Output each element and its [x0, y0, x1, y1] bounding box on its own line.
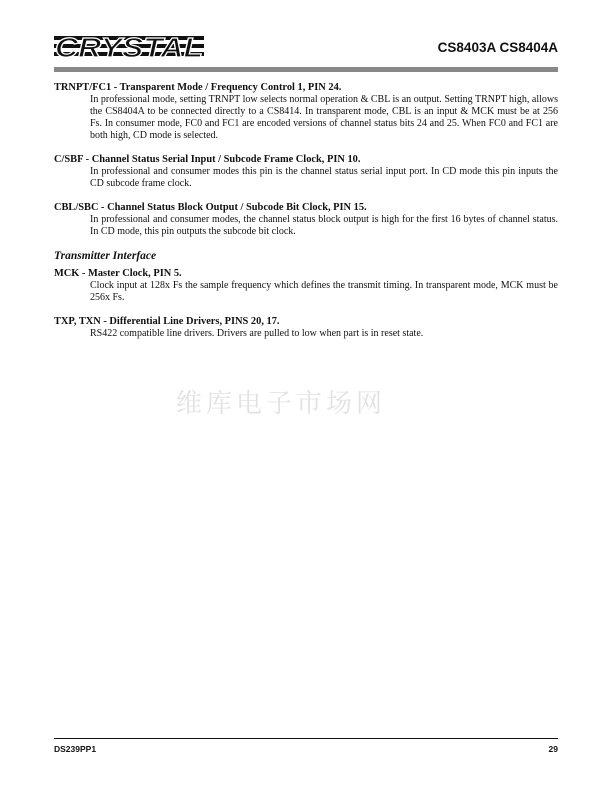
section-title: CBL/SBC - Channel Status Block Output / Subcode Bit Clock, PIN 15.	[54, 202, 367, 213]
section-title: TRNPT/FC1 - Transparent Mode / Frequency Control 1, PIN 24.	[54, 82, 342, 93]
section-mck	[54, 268, 558, 304]
section-body: In professional mode, setting TRNPT low selects normal operation & CBL is an output. Setting TRNPT high, allows the CS8404A to be connected directly to a CS8414. In transparent mode, CBL is an input & MCK must be at 256 Fs. In consumer mode, FC0 and FC1 are encoded versions of channel status bits 24 and 25. When FC0 and FC1 are both high, CD mode is selected.	[90, 94, 558, 141]
section-title: MCK - Master Clock, PIN 5.	[54, 268, 182, 279]
footer-rule	[54, 738, 558, 739]
section-body: RS422 compatible line drivers. Drivers are pulled to low when part is in reset state.	[90, 328, 424, 339]
section-body: In professional and consumer modes, the channel status block output is high for the first 16 bytes of channel status. In CD mode, this pin outputs the subcode bit clock.	[90, 214, 558, 237]
doc-id: DS239PP1	[54, 744, 97, 754]
logo-text: CRYSTAL	[55, 33, 203, 63]
section-body: Clock input at 128x Fs the sample frequency which defines the transmit timing. In transparent mode, MCK must be 256x Fs.	[90, 280, 558, 303]
section-body: In professional and consumer modes this pin is the channel status serial input port. In CD mode this pin inputs the CD subcode frame clock.	[90, 166, 558, 189]
section-txp-txn	[54, 316, 558, 340]
page-number: 29	[548, 744, 558, 754]
section-trnpt	[54, 82, 558, 142]
watermark: 维库电子市场网	[176, 389, 387, 419]
section-title: C/SBF - Channel Status Serial Input / Subcode Frame Clock, PIN 10.	[54, 154, 361, 165]
page-content	[54, 82, 558, 352]
transmitter-interface-heading: Transmitter Interface	[54, 250, 157, 262]
section-csbf	[54, 154, 558, 190]
header-rule	[54, 67, 558, 72]
crystal-logo	[54, 33, 204, 63]
section-cblsbc	[54, 202, 558, 238]
section-title: TXP, TXN - Differential Line Drivers, PINS 20, 17.	[54, 316, 280, 327]
part-numbers: CS8403A CS8404A	[437, 40, 558, 55]
